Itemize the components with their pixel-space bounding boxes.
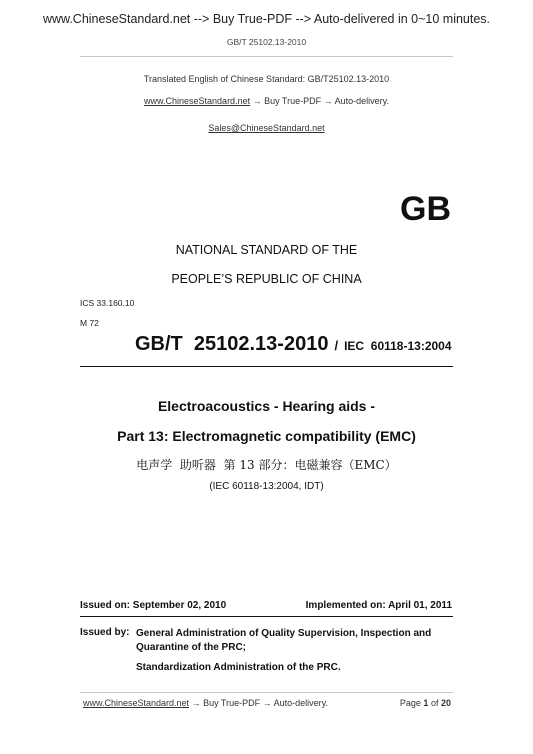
code-separator: / [334,338,339,353]
email-line [0,118,533,136]
page-current: 1 [423,698,429,708]
footer-divider [80,692,453,693]
title-line1: Electroacoustics - Hearing aids - [157,398,376,414]
title-divider [80,366,453,367]
ics-code: ICS 33.160.10 [80,298,135,308]
issued-by-line2: Quarantine of the PRC; [136,642,247,653]
footer-site-link[interactable]: www.ChineseStandard.net [83,698,190,708]
gbt-code: GB/T 25102.13-2010 [135,333,329,355]
national-standard-line1: NATIONAL STANDARD OF THE [175,243,358,257]
standard-number [135,333,452,356]
translated-line: Translated English of Chinese Standard: GB/T25102.13-2010 [143,74,390,84]
site-link[interactable]: www.ChineseStandard.net [144,96,251,106]
page-word: Page [399,698,421,708]
footer-site-line [83,698,328,708]
page-of: of [430,698,439,708]
issued-by-line1: General Administration of Quality Supervision, Inspection and [136,628,432,639]
site-line [0,96,533,106]
top-banner: www.ChineseStandard.net --> Buy True-PDF --> Auto-delivered in 0~10 minutes. [42,12,491,26]
gb-logo: GB [400,190,451,228]
issued-by-line3: Standardization Administration of the PRC. [136,662,341,673]
footer-site-rest: → Buy True-PDF → Auto-delivery. [189,698,328,708]
header-divider [80,56,453,57]
issue-divider [80,616,453,617]
page-total: 20 [440,698,451,708]
implemented-on: Implemented on: April 01, 2011 [305,600,452,611]
issued-by-label: Issued by: [80,627,130,638]
iec-equivalence: (IEC 60118-13:2004, IDT) [209,481,324,492]
national-standard-line2: PEOPLE’S REPUBLIC OF CHINA [171,272,362,286]
email-link[interactable]: Sales@ChineseStandard.net [208,123,325,133]
issued-on: Issued on: September 02, 2010 [80,600,227,611]
page-indicator [400,698,451,708]
title-line2: Part 13: Electromagnetic compatibility (EMC) [117,428,416,444]
site-line-rest: → Buy True-PDF → Auto-delivery. [250,96,389,106]
header-doc-number: GB/T 25102.13-2010 [226,37,307,47]
classification-code: M 72 [80,318,99,328]
iec-code: IEC 60118-13:2004 [344,339,452,353]
chinese-title: 电声学 助听器 第 13 部分：电磁兼容（EMC） [136,458,397,472]
